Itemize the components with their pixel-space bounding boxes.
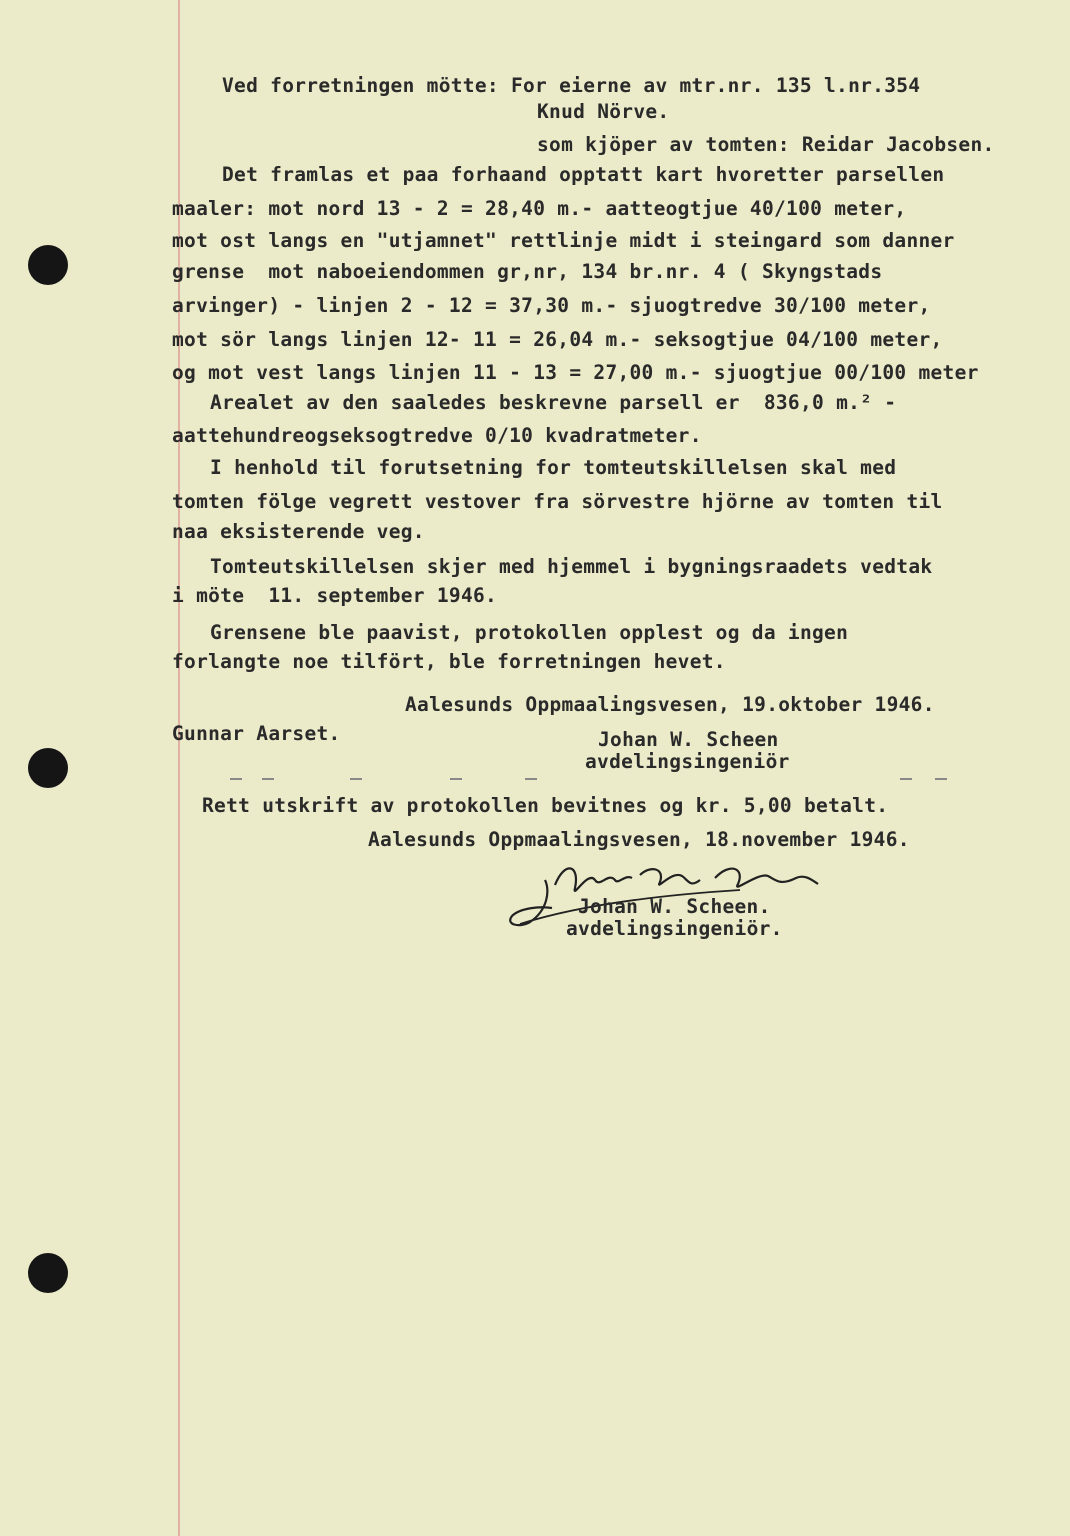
body-line: og mot vest langs linjen 11 - 13 = 27,00 m.- sjuogtjue 00/100 meter xyxy=(172,361,979,384)
body-line: naa eksisterende veg. xyxy=(172,520,425,543)
body-line: maaler: mot nord 13 - 2 = 28,40 m.- aatteogtjue 40/100 meter, xyxy=(172,197,907,220)
signatory-name: Johan W. Scheen xyxy=(598,728,779,751)
body-line: Det framlas et paa forhaand opptatt kart hvoretter parsellen xyxy=(222,163,945,186)
body-line: Tomteutskillelsen skjer med hjemmel i bygningsraadets vedtak xyxy=(210,555,933,578)
signatory-name: Johan W. Scheen. xyxy=(578,895,771,918)
body-line: grense mot naboeiendommen gr,nr, 134 br.nr. 4 ( Skyngstads xyxy=(172,260,883,283)
body-line: Grensene ble paavist, protokollen opplest og da ingen xyxy=(210,621,849,644)
body-line: Arealet av den saaledes beskrevne parsell er 836,0 m.² - xyxy=(210,391,897,414)
separator-dashes xyxy=(0,778,1070,780)
owner-name: Knud Nörve. xyxy=(537,100,670,123)
body-line: mot ost langs en "utjamnet" rettlinje midt i steingard som danner xyxy=(172,229,955,252)
place-date-line: Aalesunds Oppmaalingsvesen, 18.november 1946. xyxy=(368,828,910,851)
body-line: tomten fölge vegrett vestover fra sörvestre hjörne av tomten til xyxy=(172,490,943,513)
body-line: mot sör langs linjen 12- 11 = 26,04 m.- seksogtjue 04/100 meter, xyxy=(172,328,943,351)
signatory-title: avdelingsingeniör. xyxy=(566,917,783,940)
buyer-line: som kjöper av tomten: Reidar Jacobsen. xyxy=(537,133,995,156)
body-line: I henhold til forutsetning for tomteutskillelsen skal med xyxy=(210,456,897,479)
body-line: i möte 11. september 1946. xyxy=(172,584,498,607)
punch-hole xyxy=(28,245,68,285)
certification-line: Rett utskrift av protokollen bevitnes og kr. 5,00 betalt. xyxy=(202,794,889,817)
body-line: forlangte noe tilfört, ble forretningen hevet. xyxy=(172,650,726,673)
punch-hole xyxy=(28,748,68,788)
punch-hole xyxy=(28,1253,68,1293)
attendance-line: Ved forretningen mötte: For eierne av mtr.nr. 135 l.nr.354 xyxy=(222,74,921,97)
body-line: arvinger) - linjen 2 - 12 = 37,30 m.- sjuogtredve 30/100 meter, xyxy=(172,294,931,317)
signatory-title: avdelingsingeniör xyxy=(585,750,790,773)
body-line: aattehundreogseksogtredve 0/10 kvadratmeter. xyxy=(172,424,702,447)
place-date-line: Aalesunds Oppmaalingsvesen, 19.oktober 1946. xyxy=(405,693,935,716)
witness-name: Gunnar Aarset. xyxy=(172,722,341,745)
